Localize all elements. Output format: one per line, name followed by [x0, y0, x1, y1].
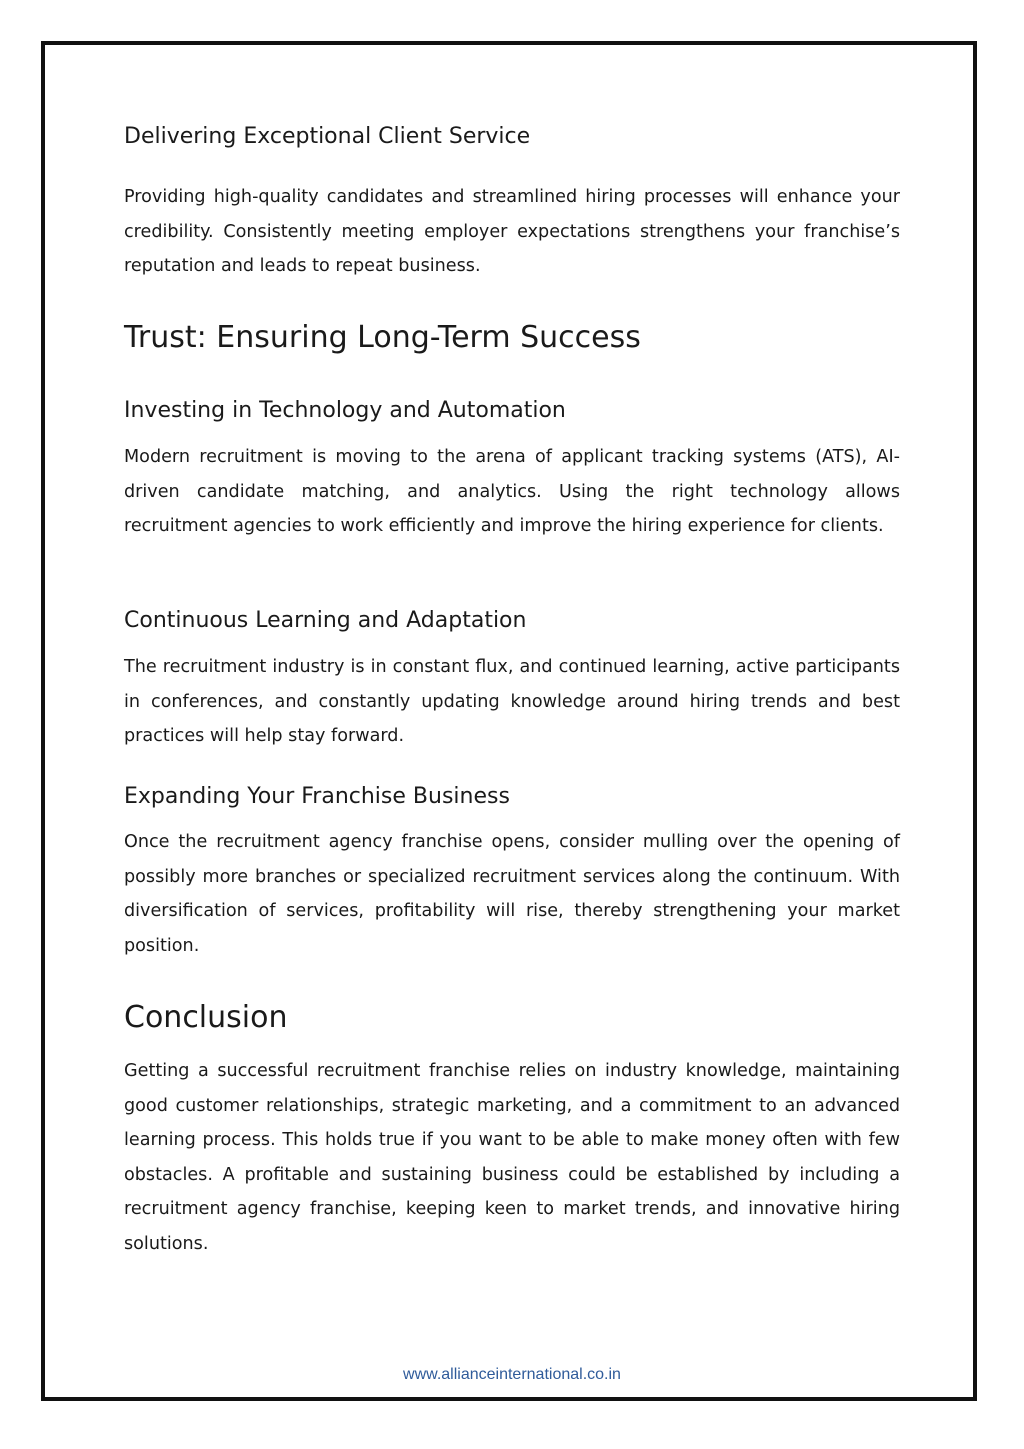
heading-client-service: Delivering Exceptional Client Service [124, 124, 531, 149]
paragraph-conclusion: Getting a successful recruitment franchise relies on industry knowledge, maintaining good customer relationships, strategic marketing, and a commitment to an advanced learning process. This holds true if you want to be able to make money often with few obstacles. A profitable and sustaining business could be established by including a recruitment agency franchise, keeping keen to market trends, and innovative hiring solutions. [124, 1061, 900, 1254]
footer-website-link[interactable]: www.allianceinternational.co.in [403, 1366, 621, 1383]
paragraph-expanding: Once the recruitment agency franchise opens, consider mulling over the opening of possibly more branches or specialized recruitment services along the continuum. With diversification of services, profitability will rise, thereby strengthening your market position. [124, 832, 900, 956]
heading-trust: Trust: Ensuring Long-Term Success [124, 320, 641, 355]
paragraph-learning: The recruitment industry is in constant flux, and continued learning, active participants in conferences, and constantly updating knowledge around hiring trends and best practices will help stay forward. [124, 657, 900, 746]
paragraph-technology: Modern recruitment is moving to the arena of applicant tracking systems (ATS), AI-driven candidate matching, and analytics. Using the right technology allows recruitment agencies to work efficiently and improve the hiring experience for clients. [124, 447, 900, 536]
heading-technology: Investing in Technology and Automation [124, 398, 566, 423]
heading-conclusion: Conclusion [124, 1000, 288, 1035]
heading-expanding: Expanding Your Franchise Business [124, 784, 510, 809]
heading-learning: Continuous Learning and Adaptation [124, 608, 527, 633]
paragraph-client-service: Providing high-quality candidates and streamlined hiring processes will enhance your credibility. Consistently meeting employer expectations strengthens your franchise’s reputation and leads to repeat business. [124, 187, 900, 276]
